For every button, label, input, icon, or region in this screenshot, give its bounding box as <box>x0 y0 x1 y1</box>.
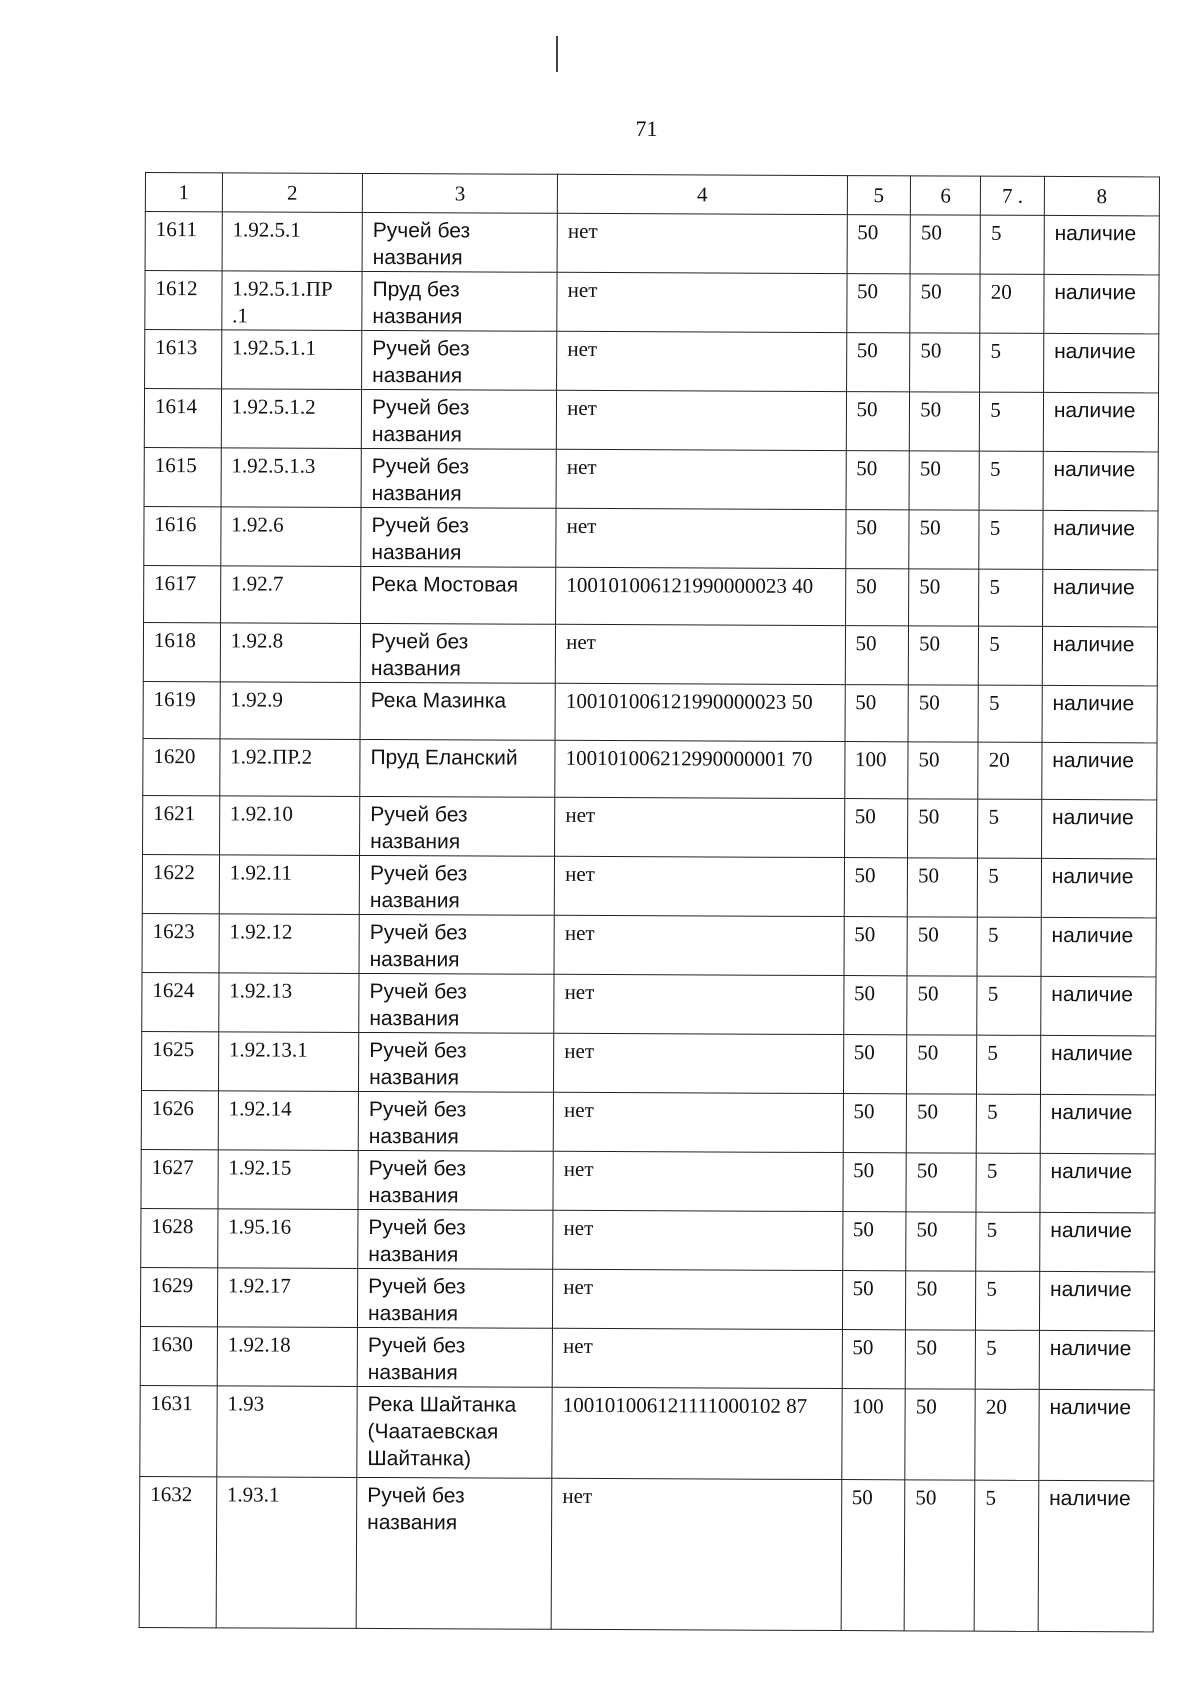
cell-registry-code: нет <box>554 915 844 975</box>
table-row <box>145 271 1159 334</box>
cell-col-5: 50 <box>844 858 908 917</box>
cell-registry-code: нет <box>557 213 847 273</box>
header-col-3: 3 <box>362 173 557 213</box>
cell-col-6: 50 <box>907 1035 977 1094</box>
cell-object-code: 1.92.6 <box>221 507 362 567</box>
cell-col-5: 50 <box>847 215 911 274</box>
cell-col-5: 50 <box>845 510 909 569</box>
cell-registry-code: нет <box>557 331 847 391</box>
table-row <box>142 972 1156 1035</box>
cell-col-7: 5 <box>979 569 1043 626</box>
cell-row-number: 1629 <box>140 1267 217 1326</box>
table-row <box>140 1326 1154 1389</box>
cell-object-code: 1.92.15 <box>218 1150 359 1210</box>
cell-registry-code: нет <box>556 449 846 509</box>
cell-col-5: 50 <box>845 685 909 742</box>
cell-row-number: 1615 <box>144 447 221 506</box>
cell-object-name: Ручей без названия <box>362 330 557 390</box>
cell-col-7: 5 <box>975 1330 1039 1389</box>
cell-row-number: 1627 <box>141 1149 218 1208</box>
cell-row-number: 1631 <box>140 1385 217 1476</box>
cell-col-6: 50 <box>908 742 978 799</box>
cell-status: наличие <box>1042 742 1157 800</box>
cell-col-5: 50 <box>844 799 908 858</box>
cell-col-7: 5 <box>978 799 1042 858</box>
cell-object-name: Пруд Еланский <box>360 739 555 797</box>
cell-col-7: 5 <box>978 858 1042 917</box>
table-row <box>143 681 1157 742</box>
cell-col-7: 5 <box>980 333 1044 392</box>
table-row <box>144 565 1158 626</box>
cell-object-name: Ручей без названия <box>358 1209 553 1269</box>
cell-object-name: Река Мостовая <box>361 566 556 624</box>
cell-object-code: 1.92.9 <box>220 682 361 740</box>
cell-status: наличие <box>1044 274 1159 334</box>
cell-object-name: Река Шайтанка (Чаатаевская Шайтанка) <box>357 1386 553 1478</box>
cell-object-code: 1.92.5.1.1 <box>221 330 362 390</box>
header-col-4: 4 <box>557 174 847 214</box>
cell-col-5: 50 <box>842 1330 906 1389</box>
cell-row-number: 1624 <box>142 972 219 1031</box>
header-col-5: 5 <box>847 176 911 215</box>
table-row <box>141 1208 1155 1271</box>
cell-object-code: 1.92.ПР.2 <box>220 739 361 797</box>
cell-col-6: 50 <box>909 510 979 569</box>
cell-col-5: 50 <box>846 274 910 333</box>
cell-object-code: 1.92.5.1.3 <box>221 448 362 508</box>
cell-registry-code: нет <box>555 797 845 857</box>
cell-col-5: 50 <box>844 917 908 976</box>
cell-registry-code: нет <box>555 624 845 684</box>
cell-registry-code: 100101006121111000102 87 <box>552 1387 842 1479</box>
table-row <box>145 330 1159 393</box>
cell-object-code: 1.93.1 <box>216 1477 357 1629</box>
cell-status: наличие <box>1039 1271 1154 1331</box>
cell-col-6: 50 <box>907 858 977 917</box>
cell-col-7: 5 <box>977 917 1041 976</box>
cell-object-code: 1.92.5.1.ПР .1 <box>222 271 363 331</box>
cell-col-6: 50 <box>906 1271 976 1330</box>
scan-mark <box>556 36 561 72</box>
cell-object-name: Ручей без названия <box>359 1032 554 1092</box>
cell-object-name: Ручей без названия <box>359 973 554 1033</box>
cell-col-6: 50 <box>906 1212 976 1271</box>
cell-status: наличие <box>1042 626 1157 686</box>
cell-registry-code: нет <box>553 1210 843 1270</box>
cell-col-7: 5 <box>976 1153 1040 1212</box>
cell-col-5: 50 <box>843 976 907 1035</box>
cell-col-7: 5 <box>976 1271 1040 1330</box>
cell-row-number: 1618 <box>143 622 220 681</box>
cell-object-code: 1.92.12 <box>219 914 360 974</box>
cell-col-5: 50 <box>846 392 910 451</box>
table-row <box>139 1476 1154 1631</box>
cell-status: наличие <box>1043 392 1158 452</box>
table-row <box>143 795 1157 858</box>
cell-col-7: 5 <box>979 451 1043 510</box>
cell-object-code: 1.95.16 <box>217 1209 358 1269</box>
cell-registry-code: нет <box>557 272 847 332</box>
cell-col-5: 50 <box>843 1153 907 1212</box>
cell-object-name: Ручей без названия <box>361 507 556 567</box>
header-row <box>145 173 1159 216</box>
header-col-2: 2 <box>222 173 362 213</box>
cell-col-6: 50 <box>905 1330 975 1389</box>
cell-col-6: 50 <box>904 1480 975 1631</box>
cell-row-number: 1612 <box>145 271 222 330</box>
cell-registry-code: 100101006121990000023 40 <box>556 567 846 625</box>
header-col-6: 6 <box>910 176 980 215</box>
cell-registry-code: нет <box>554 1033 844 1093</box>
table-row <box>143 622 1157 685</box>
cell-registry-code: 100101006212990000001 70 <box>555 740 845 798</box>
cell-col-5: 50 <box>846 333 910 392</box>
cell-col-7: 5 <box>977 1035 1041 1094</box>
cell-col-5: 100 <box>844 742 908 799</box>
cell-col-6: 50 <box>908 626 978 685</box>
cell-col-5: 50 <box>842 1212 906 1271</box>
cell-object-code: 1.92.18 <box>217 1327 358 1387</box>
cell-col-6: 50 <box>910 274 980 333</box>
cell-col-6: 50 <box>909 451 979 510</box>
cell-col-5: 100 <box>841 1389 905 1480</box>
cell-col-7: 5 <box>976 1212 1040 1271</box>
cell-row-number: 1626 <box>141 1090 218 1149</box>
cell-col-7: 5 <box>979 626 1043 685</box>
cell-object-name: Ручей без названия <box>359 855 554 915</box>
cell-col-6: 50 <box>910 215 980 274</box>
cell-status: наличие <box>1040 1094 1155 1154</box>
cell-registry-code: нет <box>554 974 844 1034</box>
cell-col-5: 50 <box>845 569 909 626</box>
cell-status: наличие <box>1041 917 1156 977</box>
cell-registry-code: нет <box>553 1092 843 1152</box>
table-row <box>142 913 1156 976</box>
cell-col-5: 50 <box>842 1271 906 1330</box>
cell-col-5: 50 <box>846 451 910 510</box>
cell-col-7: 5 <box>980 215 1044 274</box>
table-row <box>142 854 1156 917</box>
table-row <box>144 389 1158 452</box>
cell-object-name: Ручей без названия <box>362 212 557 272</box>
cell-row-number: 1623 <box>142 913 219 972</box>
cell-row-number: 1630 <box>140 1326 217 1385</box>
water-objects-table <box>139 172 1160 1632</box>
cell-col-5: 50 <box>841 1480 905 1631</box>
cell-object-code: 1.92.17 <box>217 1268 358 1328</box>
cell-registry-code: нет <box>551 1478 841 1630</box>
cell-object-code: 1.92.5.1 <box>222 212 363 272</box>
cell-object-name: Ручей без названия <box>359 914 554 974</box>
cell-registry-code: нет <box>556 390 846 450</box>
cell-col-7: 5 <box>977 976 1041 1035</box>
cell-object-name: Ручей без названия <box>361 389 556 449</box>
cell-registry-code: 100101006121990000023 50 <box>555 683 845 741</box>
cell-col-6: 50 <box>908 799 978 858</box>
table-row <box>140 1267 1154 1330</box>
cell-object-name: Ручей без названия <box>358 1091 553 1151</box>
table-row <box>143 738 1157 799</box>
cell-object-name: Пруд без названия <box>362 271 557 331</box>
cell-col-7: 5 <box>974 1480 1038 1631</box>
cell-status: наличие <box>1039 1330 1154 1390</box>
table-row <box>140 1385 1154 1480</box>
cell-object-name: Ручей без названия <box>357 1327 552 1387</box>
cell-status: наличие <box>1041 799 1156 859</box>
table-row <box>144 447 1158 510</box>
header-col-8: 8 <box>1044 176 1159 216</box>
cell-registry-code: нет <box>556 508 846 568</box>
cell-row-number: 1621 <box>143 795 220 854</box>
cell-registry-code: нет <box>553 1151 843 1211</box>
cell-status: наличие <box>1043 333 1158 393</box>
cell-col-7: 20 <box>975 1389 1039 1480</box>
cell-row-number: 1625 <box>141 1031 218 1090</box>
cell-col-7: 5 <box>980 392 1044 451</box>
cell-status: наличие <box>1039 1389 1155 1481</box>
cell-col-6: 50 <box>906 1153 976 1212</box>
cell-status: наличие <box>1041 976 1156 1036</box>
cell-row-number: 1628 <box>141 1208 218 1267</box>
cell-status: наличие <box>1042 569 1157 627</box>
cell-status: наличие <box>1043 510 1158 570</box>
cell-row-number: 1619 <box>143 681 220 738</box>
cell-object-code: 1.92.14 <box>218 1091 359 1151</box>
cell-row-number: 1620 <box>143 738 220 795</box>
cell-row-number: 1611 <box>145 212 222 271</box>
cell-row-number: 1617 <box>144 565 221 622</box>
cell-col-5: 50 <box>843 1035 907 1094</box>
table-row <box>145 212 1159 275</box>
cell-object-name: Ручей без названия <box>356 1477 552 1629</box>
table-row <box>141 1090 1155 1153</box>
cell-col-6: 50 <box>908 685 978 742</box>
header-col-7: 7 . <box>981 176 1045 215</box>
cell-object-name: Ручей без названия <box>358 1268 553 1328</box>
cell-object-name: Река Мазинка <box>360 682 555 740</box>
cell-row-number: 1622 <box>142 854 219 913</box>
cell-object-code: 1.92.11 <box>219 855 360 915</box>
cell-col-6: 50 <box>909 392 979 451</box>
cell-object-code: 1.92.10 <box>219 796 360 856</box>
cell-col-7: 20 <box>980 274 1044 333</box>
cell-status: наличие <box>1041 858 1156 918</box>
cell-row-number: 1632 <box>139 1476 216 1627</box>
cell-status: наличие <box>1042 685 1157 743</box>
cell-status: наличие <box>1038 1480 1154 1632</box>
cell-object-name: Ручей без названия <box>361 448 556 508</box>
cell-object-code: 1.92.13.1 <box>218 1032 359 1092</box>
cell-object-code: 1.92.5.1.2 <box>221 389 362 449</box>
cell-col-7: 20 <box>978 742 1042 799</box>
cell-registry-code: нет <box>554 856 844 916</box>
cell-status: наличие <box>1040 1035 1155 1095</box>
cell-col-7: 5 <box>977 1094 1041 1153</box>
cell-status: наличие <box>1044 215 1159 275</box>
cell-status: наличие <box>1043 451 1158 511</box>
cell-col-7: 5 <box>978 685 1042 742</box>
cell-col-7: 5 <box>979 510 1043 569</box>
table-row <box>141 1149 1155 1212</box>
table-row <box>144 506 1158 569</box>
cell-object-code: 1.92.8 <box>220 623 361 683</box>
cell-object-code: 1.93 <box>217 1386 358 1478</box>
cell-col-6: 50 <box>906 1094 976 1153</box>
table-row <box>141 1031 1155 1094</box>
header-col-1: 1 <box>145 173 222 212</box>
cell-object-code: 1.92.13 <box>218 973 359 1033</box>
cell-col-6: 50 <box>909 569 979 626</box>
cell-row-number: 1613 <box>145 330 222 389</box>
cell-col-6: 50 <box>907 976 977 1035</box>
cell-object-code: 1.92.7 <box>220 566 361 624</box>
cell-col-6: 50 <box>910 333 980 392</box>
cell-col-5: 50 <box>845 626 909 685</box>
cell-col-6: 50 <box>907 917 977 976</box>
cell-col-6: 50 <box>905 1389 976 1480</box>
page-number: 71 <box>635 116 658 141</box>
cell-object-name: Ручей без названия <box>358 1150 553 1210</box>
cell-status: наличие <box>1040 1153 1155 1213</box>
cell-registry-code: нет <box>553 1269 843 1329</box>
cell-row-number: 1614 <box>144 389 221 448</box>
cell-col-5: 50 <box>843 1094 907 1153</box>
cell-status: наличие <box>1040 1212 1155 1272</box>
cell-registry-code: нет <box>552 1328 842 1388</box>
cell-row-number: 1616 <box>144 506 221 565</box>
cell-object-name: Ручей без названия <box>360 623 555 683</box>
cell-object-name: Ручей без названия <box>360 796 555 856</box>
